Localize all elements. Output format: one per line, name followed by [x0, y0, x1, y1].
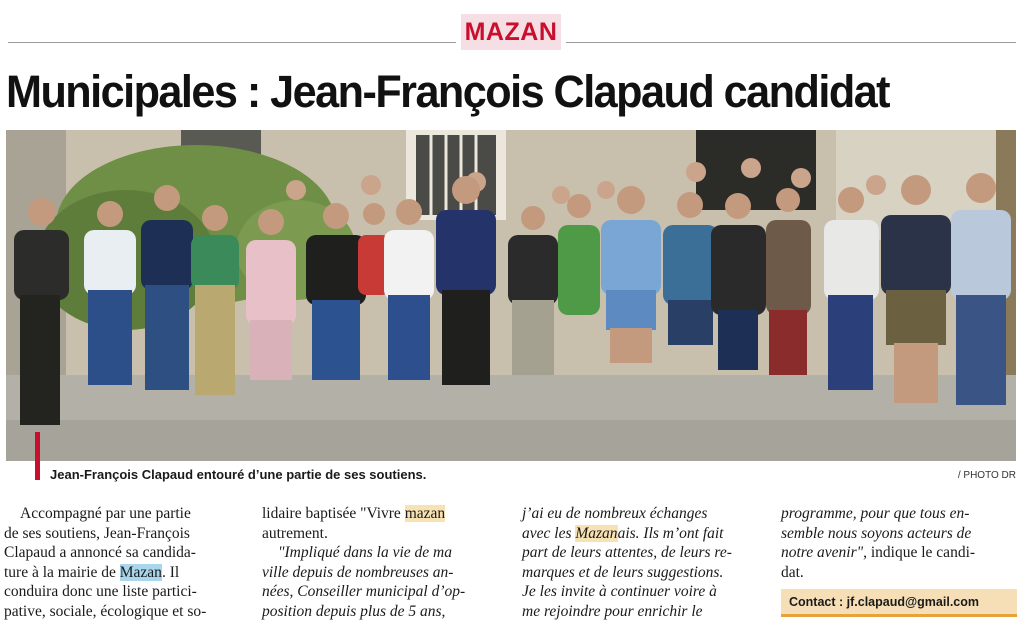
quote-line: part de leurs attentes, de leurs re- — [522, 544, 732, 561]
text-fragment: , indique le candi- — [863, 544, 976, 561]
highlight-mazan: Mazan — [119, 563, 162, 581]
text-line: conduira donc une liste partici- — [4, 583, 197, 600]
text-fragment: lidaire baptisée "Vivre — [262, 505, 405, 522]
photo-caption: Jean-François Clapaud entouré d’une partie de ses soutiens. — [50, 467, 427, 482]
group-photo — [6, 130, 1016, 461]
quote-line: "Impliqué dans la vie de ma — [278, 544, 452, 561]
text-fragment: notre avenir" — [781, 544, 864, 561]
section-tag: MAZAN — [461, 14, 561, 50]
article-column-4 — [781, 504, 1017, 582]
article-column-3 — [522, 504, 760, 621]
quote-line: nées, Conseiller municipal d’op- — [262, 583, 466, 600]
text-line: Accompagné par une partie — [20, 505, 191, 522]
text-fragment: ais. Ils m’ont fait — [617, 524, 724, 542]
highlight-mazan: Mazan — [575, 524, 618, 542]
text-line: autrement. — [262, 524, 328, 542]
contact-box: Contact : jf.clapaud@gmail.com — [781, 589, 1017, 617]
text-line: pative, sociale, écologique et so- — [4, 602, 207, 620]
quote-line: semble nous soyons acteurs de — [781, 524, 972, 542]
text-line — [781, 543, 1017, 563]
quote-line: programme, pour que tous en- — [781, 505, 970, 522]
text-line — [262, 504, 500, 524]
quote-line: marques et de leurs suggestions. — [522, 563, 724, 581]
article-column-1 — [4, 504, 240, 621]
text-line: dat. — [781, 563, 804, 581]
highlight-mazan: mazan — [404, 505, 446, 522]
caption-accent-bar — [35, 432, 40, 480]
text-fragment: . Il — [161, 563, 180, 581]
text-line — [4, 563, 240, 583]
text-fragment: ture à la mairie de — [4, 563, 120, 581]
text-fragment: avec les — [522, 524, 576, 542]
quote-line: ville depuis de nombreuses an- — [262, 563, 454, 581]
article-column-2 — [262, 504, 500, 621]
headline: Municipales : Jean-François Clapaud candidat — [6, 66, 890, 117]
text-line: Clapaud a annoncé sa candida- — [4, 544, 196, 561]
photo-credit: / PHOTO DR — [957, 470, 1016, 481]
section-rule-right — [566, 42, 1016, 43]
section-rule-left — [8, 42, 456, 43]
quote-line: me rejoindre pour enrichir le — [522, 602, 703, 620]
quote-line: Je les invite à continuer voire à — [522, 583, 717, 600]
quote-line: position depuis plus de 5 ans, — [262, 602, 446, 620]
quote-line: j’ai eu de nombreux échanges — [522, 505, 708, 522]
quote-line — [522, 524, 760, 544]
text-line: de ses soutiens, Jean-François — [4, 524, 190, 542]
